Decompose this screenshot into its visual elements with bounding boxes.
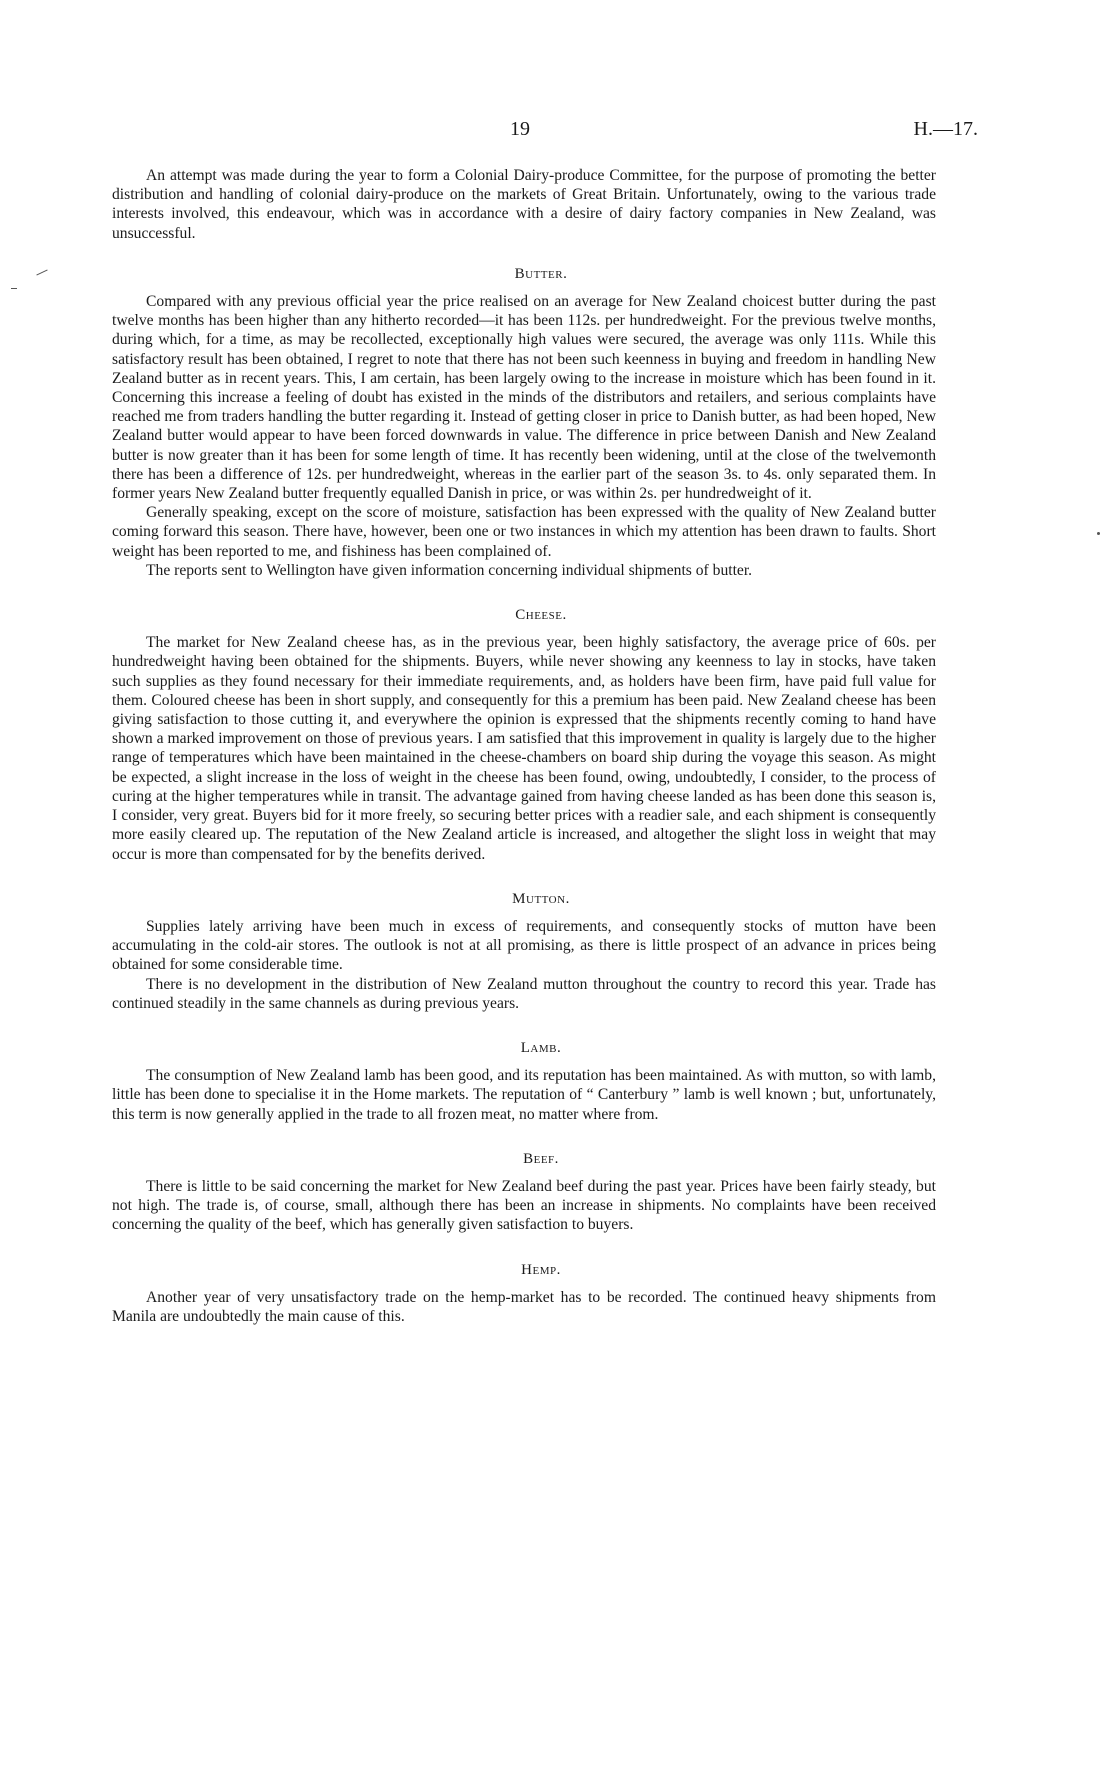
scan-mark — [11, 288, 17, 289]
section-heading-lamb: Lamb. — [520, 1039, 562, 1056]
section-beef — [112, 1150, 936, 1235]
scan-mark — [36, 270, 47, 276]
scan-mark — [1097, 532, 1100, 535]
section-lamb — [112, 1039, 936, 1124]
section-heading-butter: Butter. — [514, 265, 568, 282]
section-hemp — [112, 1261, 936, 1327]
document-reference: H.—17. — [913, 118, 978, 140]
butter-paragraph: Compared with any previous official year the price realised on an average for New Zealand choicest butter during the past twelve months has been higher than any hitherto recorded—it has been 112s. per hundredweight. For the previous twelve months, during which, for a time, as may be recollected, exceptionally high values were secured, the average was only 111s. While this satisfactory result has been obtained, I regret to note that there has not been such keenness in buying and freedom in handling New Zealand butter as in recent years. This, I am certain, has been largely owing to the increase in moisture which has been found in it. Concerning this increase a feeling of doubt has existed in the minds of the distributors and retailers, and serious complaints have reached me from traders handling the butter regarding it. Instead of getting closer in price to Danish butter, as had been hoped, New Zealand butter would appear to have been forced downwards in value. The difference in price between Danish and New Zealand butter is now greater than it has been for some length of time. It has recently been widening, until at the close of the twelvemonth there has been a difference of 12s. per hundredweight, whereas in the earlier part of the season 3s. to 4s. only separated them. In former years New Zealand butter frequently equalled Danish in price, or was within 2s. per hundredweight of it. — [112, 293, 936, 503]
section-mutton — [112, 890, 936, 1013]
butter-paragraph: The reports sent to Wellington have given information concerning individual shipments of butter. — [146, 561, 753, 579]
intro-paragraph: An attempt was made during the year to form a Colonial Dairy-produce Committee, for the purpose of promoting the better distribution and handling of colonial dairy-produce on the markets of Great Britain. Unfortunately, owing to the various trade interests involved, this endeavour, which was in accordance with a desire of dairy factory companies in New Zealand, was unsuccessful. — [112, 167, 936, 242]
section-butter — [112, 265, 936, 580]
hemp-paragraph: Another year of very unsatisfactory trade on the hemp-market has to be recorded. The continued heavy shipments from Manila are undoubtedly the main cause of this. — [112, 1288, 936, 1325]
section-heading-cheese: Cheese. — [515, 607, 567, 624]
section-heading-beef: Beef. — [523, 1150, 559, 1167]
butter-paragraph: Generally speaking, except on the score of moisture, satisfaction has been expressed with the quality of New Zealand butter coming forward this season. There have, however, been one or two instances in which my attention has been drawn to faults. Short weight has been reported to me, and fishiness has been complained of. — [112, 504, 936, 560]
lamb-paragraph: The consumption of New Zealand lamb has been good, and its reputation has been maintained. As with mutton, so with lamb, little has been done to specialise it in the Home markets. The reputation of “ Canterbury ” lamb is well known ; but, unfortunately, this term is now generally applied in the trade to all frozen meat, no matter where from. — [112, 1067, 936, 1123]
intro-section — [112, 166, 936, 243]
section-heading-mutton: Mutton. — [512, 890, 570, 907]
mutton-paragraph: There is no development in the distribution of New Zealand mutton throughout the country to record this year. Trade has continued steadily in the same channels as during previous years. — [112, 975, 936, 1012]
section-heading-hemp: Hemp. — [521, 1261, 561, 1278]
cheese-paragraph: The market for New Zealand cheese has, as in the previous year, been highly satisfactory, the average price of 60s. per hundredweight having been obtained for the shipments. Buyers, while never showing any keenness to lay in stocks, have taken such supplies as they found necessary for their immediate requirements, and, as holders have been firm, have paid full value for them. Coloured cheese has been in short supply, and consequently for this a premium has been paid. New Zealand cheese has been giving satisfaction to those cutting it, and everywhere the opinion is expressed that the shipments recently coming to hand have shown a marked improvement on those of previous years. I am satisfied that this improvement in quality is largely due to the higher range of temperatures which have been maintained in the cheese-chambers on board ship during the voyage this season. As might be expected, a slight increase in the loss of weight in the cheese has been found, owing, undoubtedly, I consider, to the process of curing at the higher temperatures while in transit. The advantage gained from having cheese landed as has been done this season is, I consider, very great. Buyers bid for it more freely, so securing better prices with a readier sale, and each shipment is consequently more easily cleared up. The reputation of the New Zealand article is increased, and altogether the slight loss in weight that may occur is more than compensated for by the benefits derived. — [112, 634, 936, 863]
section-cheese — [112, 606, 936, 864]
mutton-paragraph: Supplies lately arriving have been much in excess of requirements, and consequently stocks of mutton have been accumulating in the cold-air stores. The outlook is not at all promising, as there is little prospect of an advance in prices being obtained for some considerable time. — [112, 917, 936, 974]
page-number: 19 — [510, 118, 530, 140]
document-body — [112, 166, 936, 1326]
beef-paragraph: There is little to be said concerning the market for New Zealand beef during the past year. Prices have been fairly steady, but not high. The trade is, of course, small, although there has been an increase in shipments. No complaints have been received concerning the quality of the beef, which has generally given satisfaction to buyers. — [112, 1177, 936, 1234]
